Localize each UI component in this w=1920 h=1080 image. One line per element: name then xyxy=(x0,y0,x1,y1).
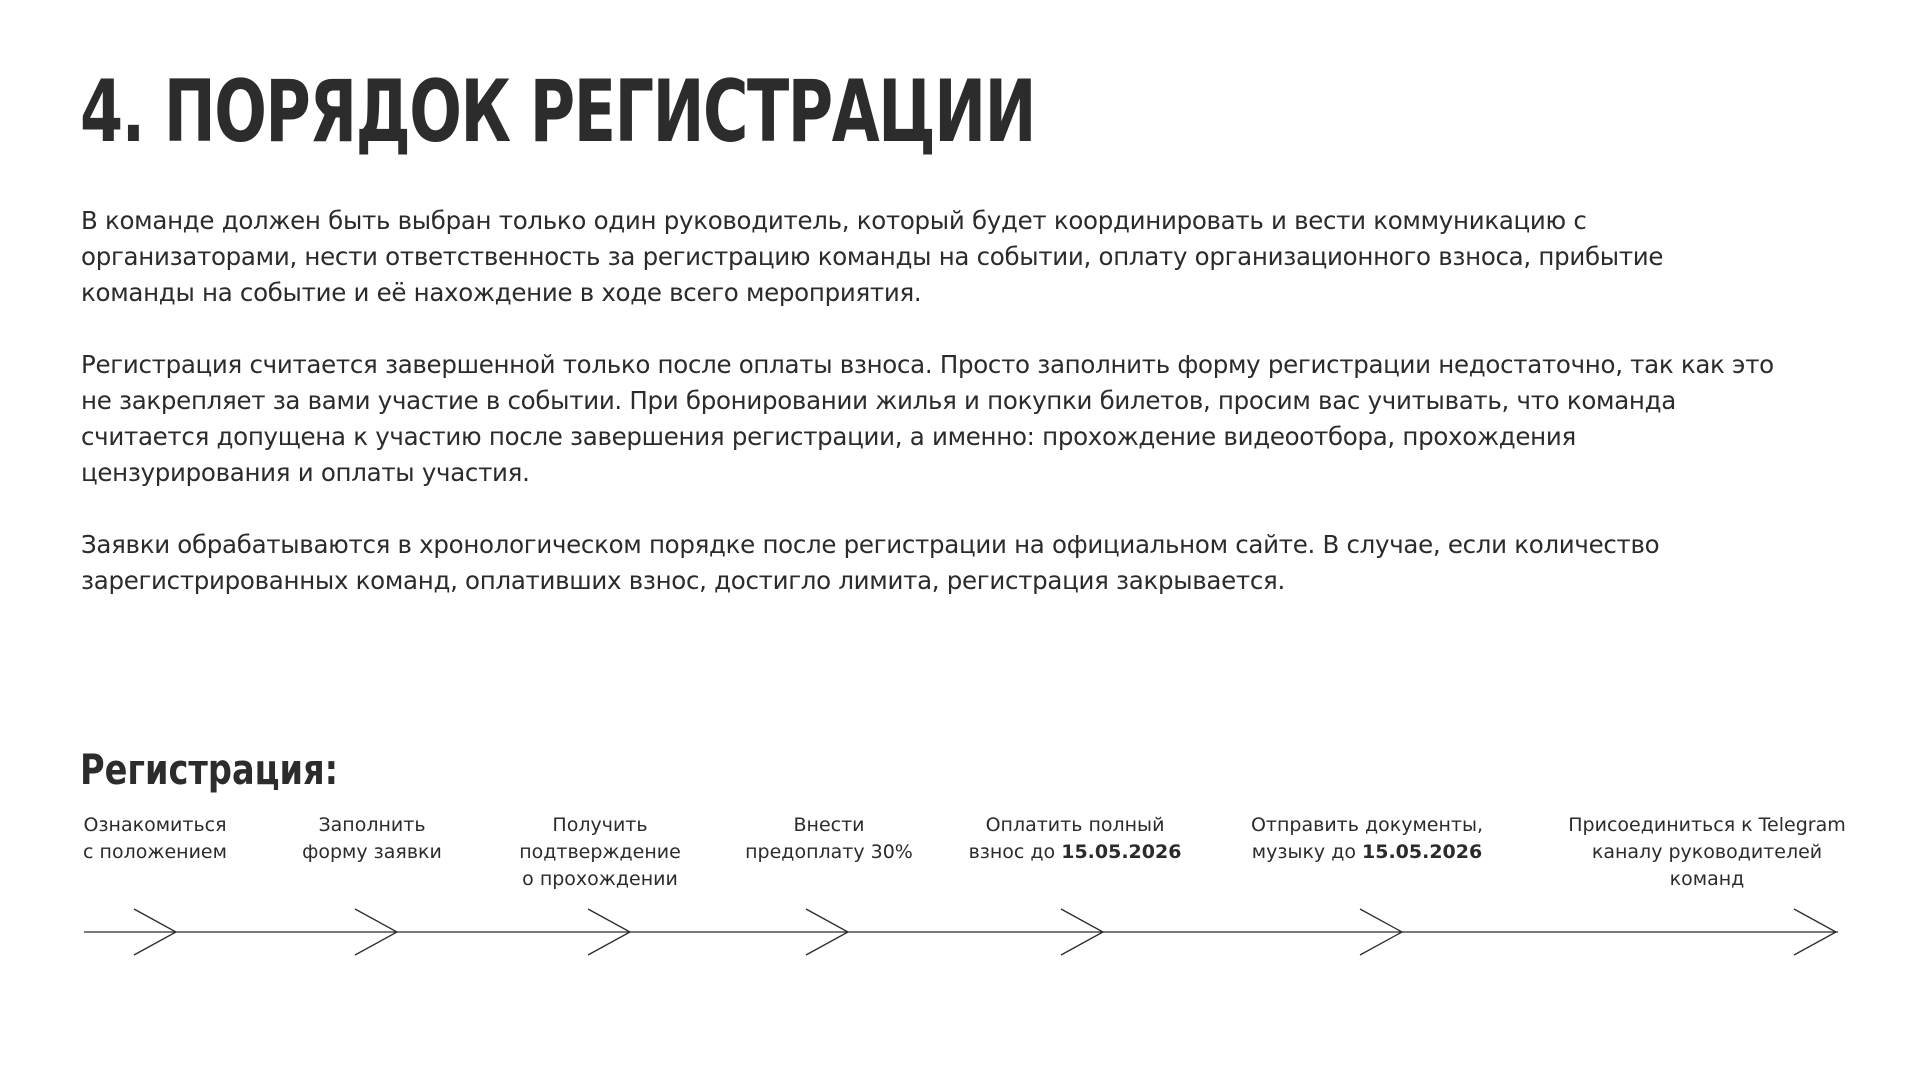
registration-heading: Регистрация: xyxy=(80,745,339,794)
paragraph-3-line: Заявки обрабатываются в хронологическом порядке после регистрации на официальном сайте. В случае, если количество xyxy=(81,530,1660,559)
step-label-text: Заполнить xyxy=(318,814,426,836)
step-label-text: форму заявки xyxy=(302,841,442,863)
paragraph-2-line: Регистрация считается завершенной только после оплаты взноса. Просто заполнить форму регистрации недостаточно, так как это xyxy=(81,350,1774,379)
step-label-text: Получить xyxy=(552,814,648,836)
step-label-text: с положением xyxy=(83,841,227,863)
step-label-text: Ознакомиться xyxy=(83,814,227,836)
paragraph-1-line: В команде должен быть выбран только один руководитель, который будет координировать и вести коммуникацию с xyxy=(81,206,1587,235)
step-label-text: Внести xyxy=(793,814,865,836)
paragraph-3-line: зарегистрированных команд, оплативших взнос, достигло лимита, регистрация закрывается. xyxy=(81,566,1285,595)
step-label-text: музыку до xyxy=(1251,841,1363,863)
step-label-text: Отправить документы, xyxy=(1250,814,1484,836)
step-label-text: каналу руководителей xyxy=(1591,841,1823,863)
paragraph-1-line: команды на событие и её нахождение в ходе всего мероприятия. xyxy=(81,278,922,307)
step-label-text: Присоединиться к Telegram xyxy=(1568,814,1846,836)
paragraph-2-line: не закрепляет за вами участие в событии. При бронировании жилья и покупки билетов, просим вас учитывать, что команда xyxy=(81,386,1677,415)
paragraph-2-line: считается допущена к участию после завершения регистрации, а именно: прохождение видеоотбора, прохождения xyxy=(81,422,1576,451)
step-deadline-date: 15.05.2026 xyxy=(1362,841,1483,863)
step-label-text: предоплату 30% xyxy=(745,841,913,863)
step-label-text: подтверждение xyxy=(519,841,681,863)
paragraph-2-line: цензурирования и оплаты участия. xyxy=(81,458,530,487)
step-label-text: Оплатить полный xyxy=(985,814,1165,836)
step-label-text: команд xyxy=(1669,868,1745,890)
step-label-text: о прохождении xyxy=(522,868,678,890)
page-title: 4. ПОРЯДОК РЕГИСТРАЦИИ xyxy=(80,62,1035,162)
step-deadline-date: 15.05.2026 xyxy=(1061,841,1182,863)
paragraph-1-line: организаторами, нести ответственность за регистрацию команды на событии, оплату организационного взноса, прибытие xyxy=(81,242,1664,271)
step-label-text: взнос до xyxy=(968,841,1062,863)
